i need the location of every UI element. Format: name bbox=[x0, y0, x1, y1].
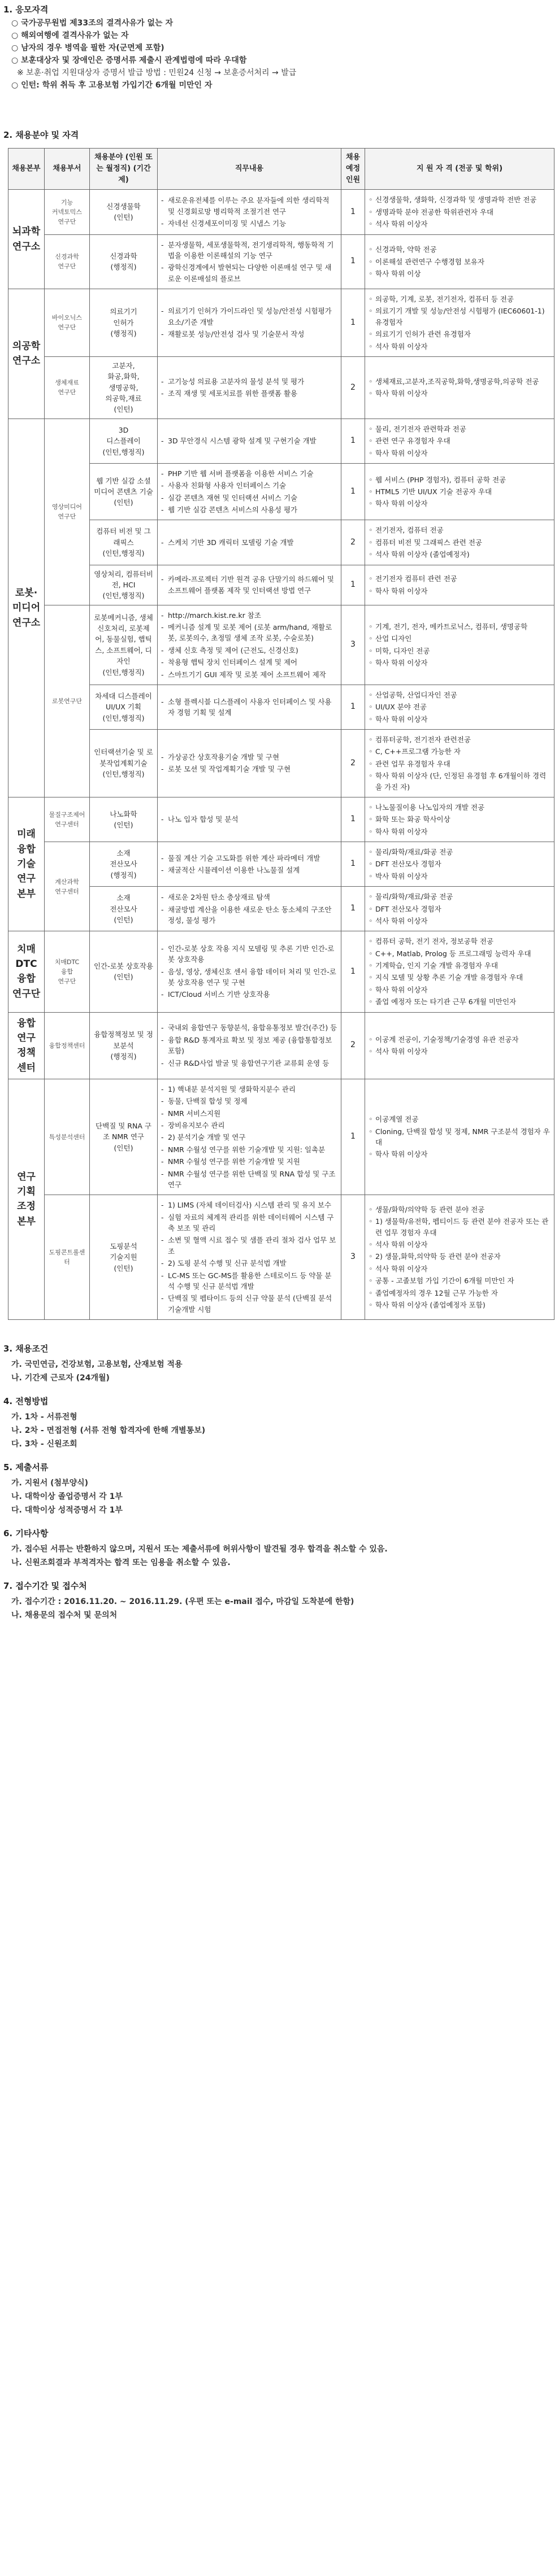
duty-item: - 새로운 2차원 탄소 층상재료 탐색 bbox=[161, 892, 337, 903]
department-cell: 신경과학 연구단 bbox=[45, 234, 90, 289]
department-cell: 바이오닉스 연구단 bbox=[45, 289, 90, 357]
eligibility-item: ○ 국가공무원법 제33조의 결격사유가 없는 자 bbox=[11, 19, 173, 28]
qualifications-cell bbox=[365, 605, 554, 685]
field-cell: 소재 전산모사 (인턴) bbox=[90, 887, 158, 931]
headcount-cell: 1 bbox=[341, 190, 365, 234]
qualification-item: ◦ 석사 학위 이상자 bbox=[369, 1046, 551, 1057]
duty-item: - 1) LIMS (자체 데이터검사) 시스템 관리 및 유지 보수 bbox=[161, 1200, 337, 1210]
duty-item: - 조직 재생 및 세포치료를 위한 플랫폼 활용 bbox=[161, 388, 337, 399]
table-row bbox=[8, 842, 554, 887]
table-row bbox=[8, 685, 554, 729]
qualifications-cell bbox=[365, 356, 554, 419]
duty-item: - 1) 핵내분 분석지원 및 생화학지분수 관리 bbox=[161, 1084, 337, 1095]
headcount-cell: 1 bbox=[341, 931, 365, 1012]
duties-cell bbox=[158, 356, 341, 419]
qualifications-cell bbox=[365, 565, 554, 605]
duty-item: - 웹 기반 실감 콘텐츠 서비스의 사용성 평가 bbox=[161, 504, 337, 515]
field-cell: 3D 디스플레이 (인턴,행정직) bbox=[90, 419, 158, 463]
headcount-cell: 3 bbox=[341, 1195, 365, 1320]
department-cell: 로봇연구단 bbox=[45, 605, 90, 797]
qualification-item: ◦ 이론해설 관련연구 수행경험 보유자 bbox=[369, 256, 551, 267]
qualification-item: ◦ 전기전자, 컴퓨터 전공 bbox=[369, 525, 551, 535]
qualification-item: ◦ 물리, 전기전자 관련학과 전공 bbox=[369, 424, 551, 434]
qualification-item: ◦ C++, Matlab, Prolog 등 프로그래밍 능력자 우대 bbox=[369, 948, 551, 959]
qualification-item: ◦ DFT 전산모사 경험자 bbox=[369, 858, 551, 869]
duties-cell bbox=[158, 842, 341, 887]
field-cell: 의료기기 인허가 (행정직) bbox=[90, 289, 158, 357]
qualification-item: ◦ 학사 학위 이상자 bbox=[369, 657, 551, 668]
field-cell: 융합정책정보 및 정보분석 (행정직) bbox=[90, 1012, 158, 1079]
header-qualifications: 지 원 자 격 (전공 및 학위) bbox=[365, 149, 554, 190]
condition-item: 가. 국민연금, 건강보험, 고용보험, 산재보험 적용 bbox=[11, 1360, 183, 1369]
duty-item: - 자네선 신경세포이미징 및 시냅스 기능 bbox=[161, 218, 337, 229]
qualification-item: ◦ 생물/화학/의약학 등 관련 분야 전공 bbox=[369, 1204, 551, 1215]
duty-item: - 실감 콘텐츠 재현 및 인터랙션 서비스 기술 bbox=[161, 492, 337, 503]
qualification-item: ◦ 컴퓨터 공학, 전기 전자, 정보공학 전공 bbox=[369, 936, 551, 947]
qualification-item: ◦ 물리/화학/재료/화공 전공 bbox=[369, 847, 551, 857]
qualification-item: ◦ C, C++프로그램 가능한 자 bbox=[369, 746, 551, 757]
headcount-cell: 1 bbox=[341, 463, 365, 520]
qualifications-cell bbox=[365, 797, 554, 842]
field-cell: 나노화학 (인턴) bbox=[90, 797, 158, 842]
section-application bbox=[3, 1580, 552, 1622]
headcount-cell: 1 bbox=[341, 887, 365, 931]
qualification-item: ◦ 학사 학위 이상자 bbox=[369, 984, 551, 995]
duty-item: - ICT/Cloud 서비스 기반 상호작용 bbox=[161, 989, 337, 1000]
application-item: 가. 접수기간 : 2016.11.20. ~ 2016.11.29. (우편 또는 e-mail 접수, 마감일 도착분에 한함) bbox=[11, 1597, 354, 1606]
qualification-item: ◦ 이공계 전공이, 기술정책/기술경영 유관 전공자 bbox=[369, 1034, 551, 1045]
headcount-cell: 3 bbox=[341, 605, 365, 685]
division-cell: 로봇· 미디어 연구소 bbox=[8, 419, 45, 797]
duty-item: - PHP 기반 웹 서버 플랫폼을 이용한 서비스 기술 bbox=[161, 468, 337, 479]
qualification-item: ◦ 산업 디자인 bbox=[369, 633, 551, 644]
table-row bbox=[8, 190, 554, 234]
duties-cell bbox=[158, 190, 341, 234]
duties-cell bbox=[158, 605, 341, 685]
headcount-cell: 2 bbox=[341, 356, 365, 419]
section-title-positions: 2. 채용분야 및 자격 bbox=[3, 130, 79, 140]
qualification-item: ◦ 박사 학위 이상자 bbox=[369, 871, 551, 882]
duties-cell bbox=[158, 887, 341, 931]
table-row bbox=[8, 463, 554, 520]
department-cell: 기능 커넥토믹스 연구단 bbox=[45, 190, 90, 234]
duty-item: - 가상공간 상호작용기술 개발 및 구현 bbox=[161, 752, 337, 762]
section-title-notes: 6. 기타사항 bbox=[3, 1528, 49, 1538]
section-title-documents: 5. 제출서류 bbox=[3, 1462, 49, 1472]
duty-item: - 스마트기기 GUI 제작 및 로봇 제어 소프트웨어 제작 bbox=[161, 669, 337, 680]
duty-item: - 새로운유전체를 이루는 주요 분자들에 의한 생리학적 및 신경회로망 병리학적 조절기전 연구 bbox=[161, 195, 337, 217]
table-row bbox=[8, 887, 554, 931]
headcount-cell: 1 bbox=[341, 1079, 365, 1195]
qualification-item: ◦ UI/UX 분야 전공 bbox=[369, 701, 551, 712]
headcount-cell: 2 bbox=[341, 1012, 365, 1079]
table-row bbox=[8, 797, 554, 842]
duty-item: - 2) 도핑 분석 수행 및 신규 분석법 개발 bbox=[161, 1258, 337, 1269]
duties-cell bbox=[158, 685, 341, 729]
duty-item: - 융합 R&D 통계자료 확보 및 정보 제공 (융합통합정보포함) bbox=[161, 1035, 337, 1057]
division-cell: 연구 기획 조정 본부 bbox=[8, 1079, 45, 1319]
field-cell: 고분자, 화공,화학, 생명공학, 의공학,재료 (인턴) bbox=[90, 356, 158, 419]
qualification-item: ◦ 의공학, 기계, 로봇, 전기전자, 컴퓨터 등 전공 bbox=[369, 294, 551, 304]
division-cell: 뇌과학 연구소 bbox=[8, 190, 45, 289]
department-cell: 도핑콘트롤센터 bbox=[45, 1195, 90, 1320]
qualifications-cell bbox=[365, 887, 554, 931]
qualification-item: ◦ 생명과학 분야 전공한 학위관련자 우대 bbox=[369, 207, 551, 217]
qualification-item: ◦ 학사 학위 이상자 bbox=[369, 448, 551, 459]
duty-item: - 소형 플렉시블 디스플레이 사용자 인터페이스 및 사용자 경험 기획 및 설계 bbox=[161, 696, 337, 718]
duties-cell bbox=[158, 931, 341, 1012]
qualification-item: ◦ 신경생물학, 생화학, 신경과학 및 생명과학 전반 전공 bbox=[369, 194, 551, 205]
table-row bbox=[8, 289, 554, 357]
qualification-item: ◦ 석사 학위 이상자 bbox=[369, 341, 551, 352]
field-cell: 인간-로봇 상호작용 (인턴) bbox=[90, 931, 158, 1012]
duty-item: - 물질 계산 기술 고도화를 위한 계산 파라메터 개발 bbox=[161, 853, 337, 864]
qualification-item: ◦ 석사 학위 이상자 bbox=[369, 219, 551, 229]
screening-item: 가. 1차 - 서류전형 bbox=[11, 1413, 77, 1422]
duties-cell bbox=[158, 730, 341, 797]
field-cell: 차세대 디스플레이 UI/UX 기획 (인턴,행정직) bbox=[90, 685, 158, 729]
qualification-item: ◦ 미학, 디자인 전공 bbox=[369, 646, 551, 656]
duty-item: - 메커니즘 설계 및 로봇 제어 (로봇 arm/hand, 재활로봇, 로봇의수, 초정밀 생체 조작 로봇, 수술로봇) bbox=[161, 622, 337, 644]
field-cell: 로봇메커니즘, 생체신호처리, 로봇제어, 동물실험, 햅틱스, 소프트웨어, 디자인 (인턴,행정직) bbox=[90, 605, 158, 685]
duty-item: - NMR 서비스지원 bbox=[161, 1108, 337, 1119]
qualifications-cell bbox=[365, 1195, 554, 1320]
document-item: 나. 대학이상 졸업증명서 각 1부 bbox=[11, 1492, 123, 1501]
table-row bbox=[8, 730, 554, 797]
qualification-item: ◦ 생체재료,고분자,조직공학,화학,생명공학,의공학 전공 bbox=[369, 376, 551, 387]
qualification-item: ◦ 신경과학, 약학 전공 bbox=[369, 244, 551, 255]
duty-item: - 채굴적산 시뮬레이션 이용한 나노물질 설계 bbox=[161, 865, 337, 875]
table-row bbox=[8, 1012, 554, 1079]
field-cell: 인터랙션기술 및 로봇작업계획기술 (인턴,행정직) bbox=[90, 730, 158, 797]
qualification-item: ◦ 학사 학위 이상자 bbox=[369, 388, 551, 399]
field-cell: 소재 전산모사 (행정직) bbox=[90, 842, 158, 887]
headcount-cell: 1 bbox=[341, 685, 365, 729]
qualification-item: ◦ 물리/화학/재료/화공 전공 bbox=[369, 891, 551, 902]
headcount-cell: 1 bbox=[341, 797, 365, 842]
qualification-item: ◦ 학사 학위 이상자 (단, 인정된 유경험 후 6개월이하 경력을 가진 자) bbox=[369, 770, 551, 792]
positions-table bbox=[8, 148, 554, 1320]
table-row bbox=[8, 520, 554, 565]
duty-item: - 카메라-프로젝터 기반 원격 공유 단말기의 하드웨어 및 소프트웨어 플랫폼 제작 및 인터랙션 방법 연구 bbox=[161, 574, 337, 596]
qualification-item: ◦ 석사 학위 이상자 bbox=[369, 1239, 551, 1250]
note-item: 가. 접수된 서류는 반환하지 않으며, 지원서 또는 제출서류에 허위사항이 발견될 경우 합격을 취소할 수 있음. bbox=[11, 1545, 388, 1554]
qualification-item: ◦ Cloning, 단백질 합성 및 정제, NMR 구조분석 경험자 우대 bbox=[369, 1126, 551, 1148]
qualification-item: ◦ 이공계열 전공 bbox=[369, 1114, 551, 1124]
department-cell: 계산과학 연구센터 bbox=[45, 842, 90, 931]
department-cell: 융합정책센터 bbox=[45, 1012, 90, 1079]
headcount-cell: 1 bbox=[341, 419, 365, 463]
division-cell: 의공학 연구소 bbox=[8, 289, 45, 419]
section-screening bbox=[3, 1395, 552, 1451]
qualification-item: ◦ 의료기기 개발 및 성능/안전성 시험평가 (IEC60601-1) 유경험자 bbox=[369, 306, 551, 328]
qualification-item: ◦ 석사 학위 이상자 bbox=[369, 1263, 551, 1274]
duty-item: - 인간-로봇 상호 작용 지식 모델링 및 추론 기반 인간-로봇 상호작용 bbox=[161, 943, 337, 965]
duties-cell bbox=[158, 565, 341, 605]
duty-item: - NMR 수월성 연구를 위한 기술개발 및 지원 bbox=[161, 1156, 337, 1167]
duty-item: - LC-MS 또는 GC-MS를 활용한 스테로이드 등 약물 분석 수행 및 신규 분석법 개발 bbox=[161, 1270, 337, 1292]
duty-item: - http://march.kist.re.kr 참조 bbox=[161, 610, 337, 621]
eligibility-note: ※ 보훈·취업 지원대상자 증명서 발급 방법 : 민원24 신청 → 보훈증서처리 → 발급 bbox=[17, 68, 297, 77]
duties-cell bbox=[158, 289, 341, 357]
qualifications-cell bbox=[365, 730, 554, 797]
qualifications-cell bbox=[365, 190, 554, 234]
qualifications-cell bbox=[365, 842, 554, 887]
header-department: 채용부서 bbox=[45, 149, 90, 190]
section-title-eligibility: 1. 응모자격 bbox=[3, 5, 49, 15]
qualifications-cell bbox=[365, 419, 554, 463]
duties-cell bbox=[158, 463, 341, 520]
duty-item: - 생체 신호 측정 및 제어 (근전도, 신경신호) bbox=[161, 645, 337, 656]
qualifications-cell bbox=[365, 463, 554, 520]
qualification-item: ◦ 학사 학위 이상자 bbox=[369, 1149, 551, 1160]
division-cell: 치매 DTC 융합 연구단 bbox=[8, 931, 45, 1012]
duty-item: - 착용형 햅틱 장치 인터페이스 설계 및 제어 bbox=[161, 657, 337, 668]
duties-cell bbox=[158, 520, 341, 565]
duty-item: - 스케치 기반 3D 캐릭터 모델링 기술 개발 bbox=[161, 537, 337, 548]
table-row bbox=[8, 605, 554, 685]
qualifications-cell bbox=[365, 289, 554, 357]
department-cell: 영상미디어 연구단 bbox=[45, 419, 90, 605]
qualification-item: ◦ 공통 - 고졸보험 가입 기간이 6개월 미만인 자 bbox=[369, 1275, 551, 1286]
qualification-item: ◦ 웹 서비스 (PHP 경험자), 컴퓨터 공학 전공 bbox=[369, 474, 551, 485]
field-cell: 웹 기반 실감 소셜 미디어 콘텐츠 기술 (인턴) bbox=[90, 463, 158, 520]
document-item: 다. 대학이상 성적증명서 각 1부 bbox=[11, 1506, 123, 1515]
qualification-item: ◦ 석사 학위 이상자 (졸업예정자) bbox=[369, 549, 551, 560]
qualification-item: ◦ 졸업 예정자 또는 타기관 근무 6개월 미만인자 bbox=[369, 996, 551, 1007]
division-cell: 융합 연구 정책 센터 bbox=[8, 1012, 45, 1079]
section-conditions bbox=[3, 1343, 552, 1385]
duty-item: - 동물, 단백질 합성 및 정제 bbox=[161, 1096, 337, 1106]
field-cell: 신경생물학 (인턴) bbox=[90, 190, 158, 234]
qualification-item: ◦ 기계, 전기, 전자, 메카트로닉스, 컴퓨터, 생명공학 bbox=[369, 621, 551, 632]
header-division: 채용본부 bbox=[8, 149, 45, 190]
condition-item: 나. 기간제 근로자 (24개월) bbox=[11, 1374, 110, 1383]
duties-cell bbox=[158, 1012, 341, 1079]
qualifications-cell bbox=[365, 234, 554, 289]
table-row bbox=[8, 234, 554, 289]
qualification-item: ◦ 석사 학위 이상자 bbox=[369, 916, 551, 926]
duties-cell bbox=[158, 234, 341, 289]
header-duties: 직무내용 bbox=[158, 149, 341, 190]
department-cell: 특성분석센터 bbox=[45, 1079, 90, 1195]
duty-item: - 단백질 및 펩타이드 등의 신규 약물 분석 (단백질 분석기술개발 시험 bbox=[161, 1293, 337, 1315]
qualification-item: ◦ 학사 학위 이상자 bbox=[369, 714, 551, 725]
table-row bbox=[8, 419, 554, 463]
department-cell: 생체재료 연구단 bbox=[45, 356, 90, 419]
department-cell: 치매DTC 융합 연구단 bbox=[45, 931, 90, 1012]
duty-item: - 사용자 친화형 사용자 인터페이스 기술 bbox=[161, 480, 337, 491]
headcount-cell: 1 bbox=[341, 234, 365, 289]
notice-tail bbox=[3, 1343, 552, 1632]
duty-item: - 3D 무안경식 시스템 광학 설계 및 구현기술 개발 bbox=[161, 435, 337, 446]
field-cell: 신경과학 (행정직) bbox=[90, 234, 158, 289]
headcount-cell: 1 bbox=[341, 289, 365, 357]
duty-item: - 의료기기 인허가 가이드라인 및 성능/안전성 시험평가 요소/기준 개발 bbox=[161, 306, 337, 328]
section-documents bbox=[3, 1461, 552, 1517]
duties-cell bbox=[158, 797, 341, 842]
duty-item: - 로봇 모션 및 작업계획기술 개발 및 구현 bbox=[161, 764, 337, 774]
qualification-item: ◦ 학사 학위 이상자 bbox=[369, 586, 551, 596]
screening-item: 다. 3차 - 신원조회 bbox=[11, 1440, 77, 1449]
screening-item: 나. 2차 - 면접전형 (서류 전형 합격자에 한해 개별통보) bbox=[11, 1426, 206, 1435]
qualifications-cell bbox=[365, 685, 554, 729]
eligibility-item: ○ 해외여행에 결격사유가 없는 자 bbox=[11, 31, 129, 40]
qualification-item: ◦ 화학 또는 화공 학사이상 bbox=[369, 814, 551, 825]
duty-item: - 장비유지보수 관리 bbox=[161, 1120, 337, 1131]
qualification-item: ◦ 학사 학위 이상자 bbox=[369, 498, 551, 509]
eligibility-list bbox=[11, 17, 554, 91]
qualification-item: ◦ 학사 학위 이상 bbox=[369, 268, 551, 279]
qualification-item: ◦ 전기전자 컴퓨터 관련 전공 bbox=[369, 573, 551, 584]
duty-item: - 채굴방법 계산을 이용한 새로운 탄소 동소체의 구조안정성, 물성 평가 bbox=[161, 904, 337, 926]
qualification-item: ◦ 의료기기 인허가 관련 유경험자 bbox=[369, 329, 551, 339]
qualifications-cell bbox=[365, 1012, 554, 1079]
field-cell: 컴퓨터 비전 및 그래픽스 (인턴,행정직) bbox=[90, 520, 158, 565]
qualification-item: ◦ 컴퓨터공학, 전기전자 관련전공 bbox=[369, 734, 551, 745]
qualification-item: ◦ 학사 학위 이상자 (졸업예정자 포함) bbox=[369, 1300, 551, 1310]
duty-item: - 실험 자료의 체계적 관리를 위한 데이터웨어 시스템 구축 보조 및 관리 bbox=[161, 1212, 337, 1234]
field-cell: 단백질 및 RNA 구조 NMR 연구 (인턴) bbox=[90, 1079, 158, 1195]
headcount-cell: 1 bbox=[341, 842, 365, 887]
section-title-conditions: 3. 채용조건 bbox=[3, 1344, 49, 1354]
qualification-item: ◦ 관련 연구 유경험자 우대 bbox=[369, 435, 551, 446]
application-item: 나. 채용문의 접수처 및 문의처 bbox=[11, 1611, 118, 1620]
duty-item: - 국내외 융합연구 동향분석, 융합유통정보 발간(주간) 등 bbox=[161, 1022, 337, 1033]
eligibility-item: ○ 남자의 경우 병역을 필한 자(군면제 포함) bbox=[11, 43, 164, 53]
duties-cell bbox=[158, 419, 341, 463]
document-item: 가. 지원서 (첨부양식) bbox=[11, 1479, 89, 1488]
eligibility-item: ○ 인턴: 학위 취득 후 고용보험 가입기간 6개월 미만인 자 bbox=[11, 81, 213, 90]
table-row bbox=[8, 931, 554, 1012]
qualification-item: ◦ 1) 생물학/유전학, 펩티이드 등 관련 분야 전공자 또는 관련 업무 경험자 우대 bbox=[369, 1216, 551, 1238]
qualification-item: ◦ 나노물질이용 나노입자의 개발 전공 bbox=[369, 802, 551, 813]
qualifications-cell bbox=[365, 520, 554, 565]
qualification-item: ◦ 관련 업무 유경험자 우대 bbox=[369, 759, 551, 769]
table-row bbox=[8, 1195, 554, 1320]
section-title-application: 7. 접수기간 및 접수처 bbox=[3, 1581, 87, 1591]
field-cell: 영상처리, 컴퓨터비전, HCI (인턴,행정직) bbox=[90, 565, 158, 605]
header-headcount: 채용예정인원 bbox=[341, 149, 365, 190]
duties-cell bbox=[158, 1195, 341, 1320]
department-cell: 물질구조제어 연구센터 bbox=[45, 797, 90, 842]
qualification-item: ◦ 지식 모델 및 상황 추론 기술 개발 유경험자 우대 bbox=[369, 972, 551, 983]
duty-item: - NMR 수월성 연구를 위한 단백질 및 RNA 합성 및 구조 연구 bbox=[161, 1169, 337, 1191]
duty-item: - 재활로봇 성능/안전성 검사 및 기술문서 작성 bbox=[161, 329, 337, 339]
section-title-screening: 4. 전형방법 bbox=[3, 1396, 49, 1406]
qualification-item: ◦ 학사 학위 이상자 bbox=[369, 826, 551, 837]
table-header-row bbox=[8, 149, 554, 190]
table-row bbox=[8, 565, 554, 605]
duty-item: - 신규 R&D사업 발굴 및 융합연구기관 교류회 운영 등 bbox=[161, 1058, 337, 1069]
duty-item: - 고기능성 의료용 고분자의 물성 분석 및 평가 bbox=[161, 376, 337, 387]
qualification-item: ◦ DFT 전산모사 경험자 bbox=[369, 904, 551, 914]
division-cell: 미래 융합 기술 연구 본부 bbox=[8, 797, 45, 931]
qualification-item: ◦ 졸업예정자의 경우 12월 근무 가능한 자 bbox=[369, 1288, 551, 1298]
table-row bbox=[8, 356, 554, 419]
qualification-item: ◦ HTML5 기반 UI/UX 기술 전공자 우대 bbox=[369, 486, 551, 497]
duty-item: - 광학신경계에서 발현되는 다양한 이론매설 연구 및 새로운 이론매설의 플로브 bbox=[161, 262, 337, 284]
headcount-cell: 2 bbox=[341, 520, 365, 565]
duty-item: - 2) 분석기술 개발 및 연구 bbox=[161, 1132, 337, 1143]
qualification-item: ◦ 컴퓨터 비전 및 그래픽스 관련 전공 bbox=[369, 537, 551, 548]
qualifications-cell bbox=[365, 1079, 554, 1195]
note-item: 나. 신원조회결과 부적격자는 합격 또는 임용을 취소할 수 있음. bbox=[11, 1558, 231, 1567]
qualifications-cell bbox=[365, 931, 554, 1012]
header-field: 채용분야 (인원 또는 월정직) (기간제) bbox=[90, 149, 158, 190]
qualification-item: ◦ 2) 생물,화학,의약학 등 관련 분야 전공자 bbox=[369, 1251, 551, 1262]
table-row bbox=[8, 1079, 554, 1195]
duty-item: - NMR 수월성 연구를 위한 기술개발 및 지원: 일촉분 bbox=[161, 1144, 337, 1155]
duty-item: - 소변 및 혈액 시료 접수 및 샘플 관리 절차 검사 업무 보조 bbox=[161, 1235, 337, 1257]
qualification-item: ◦ 기계학습, 인지 기술 개발 유경험자 우대 bbox=[369, 960, 551, 971]
eligibility-item: ○ 보훈대상자 및 장애인은 증명서류 제출시 관계법령에 따라 우대함 bbox=[11, 56, 247, 65]
duty-item: - 나노 입자 합성 및 분석 bbox=[161, 814, 337, 825]
qualification-item: ◦ 산업공학, 산업디자인 전공 bbox=[369, 690, 551, 700]
duty-item: - 분자생물학, 세포생물학적, 전기생리학적, 행동학적 기법을 이용한 이론해설의 기능 연구 bbox=[161, 239, 337, 261]
headcount-cell: 1 bbox=[341, 565, 365, 605]
duties-cell bbox=[158, 1079, 341, 1195]
headcount-cell: 2 bbox=[341, 730, 365, 797]
field-cell: 도핑분석 기술지원 (인턴) bbox=[90, 1195, 158, 1320]
duty-item: - 음성, 영상, 생체신호 센서 융합 데이터 처리 및 인간-로봇 상호작용 연구 및 구현 bbox=[161, 966, 337, 988]
section-notes bbox=[3, 1527, 552, 1570]
